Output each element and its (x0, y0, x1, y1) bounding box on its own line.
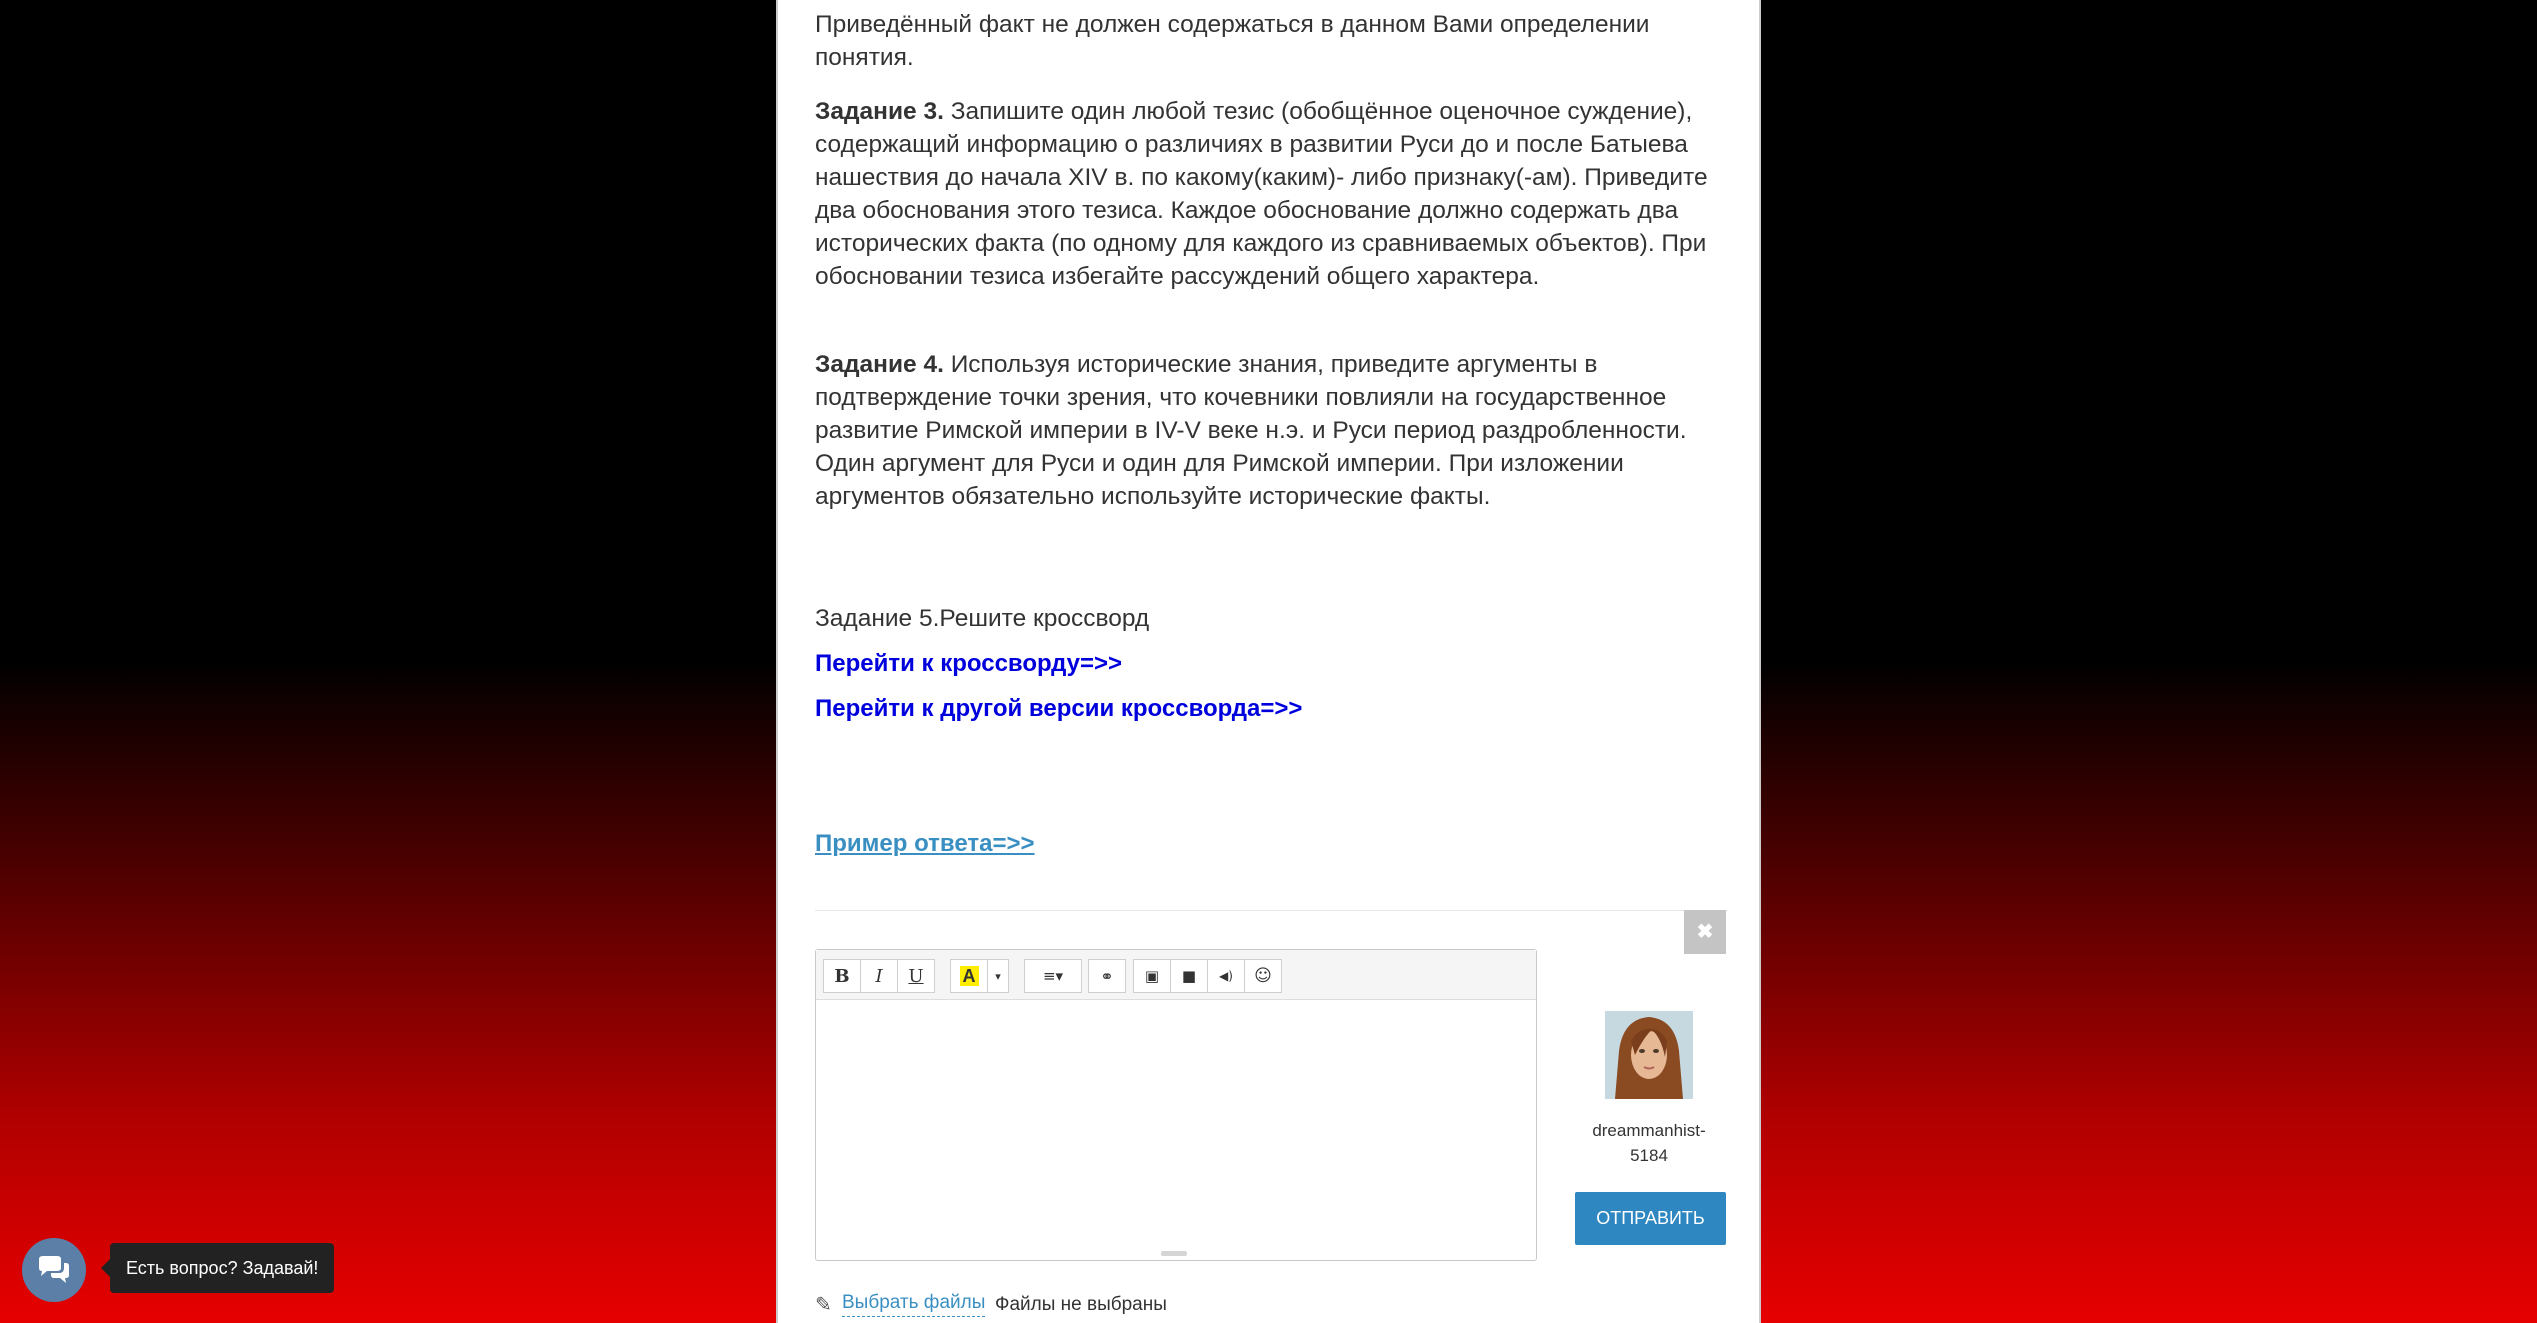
paperclip-icon: ✎ (815, 1294, 832, 1316)
underline-button[interactable]: U (897, 959, 935, 993)
text-color-button[interactable] (950, 959, 988, 993)
emoji-button[interactable]: ☺ (1244, 959, 1282, 993)
comment-divider (815, 910, 1727, 911)
bold-button[interactable]: B (823, 959, 861, 993)
task-4-text: Используя исторические знания, приведите аргументы в подтверждение точки зрения, что кочевники повлияли на государственное развитие Римской империи в IV-V веке н.э. и Руси период раздробленности. Один аргумент для Руси и один для Римской империи. При изложении аргументов обязательно используйте исторические факты. (815, 351, 1687, 510)
username: dreammanhist-5184 (1592, 1121, 1706, 1165)
avatar-portrait-icon (1605, 1011, 1693, 1099)
align-group (1024, 959, 1082, 993)
align-dropdown-button[interactable]: ≡▾ (1024, 959, 1082, 993)
comment-editor (815, 949, 1537, 1261)
video-button[interactable]: ■ (1170, 959, 1208, 993)
editor-toolbar (816, 950, 1536, 1000)
article-page (776, 0, 1761, 1323)
color-group (950, 959, 1009, 993)
image-button[interactable]: ▣ (1133, 959, 1171, 993)
send-button[interactable]: ОТПРАВИТЬ (1575, 1192, 1726, 1245)
task-5: Задание 5.Решите кроссворд (815, 605, 1150, 632)
crossword-link[interactable]: Перейти к кроссворду=>> (815, 650, 1123, 677)
task-3-text: Запишите один любой тезис (обобщённое оценочное суждение), содержащий информацию о различиях в развитии Руси до и после Батыева нашествия до начала XIV в. по какому(каким)- либо признаку(-ам). Приведите два обоснования этого тезиса. Каждое обоснование должно содержать два исторических факта (по одному для каждого из сравниваемых объектов). При обосновании тезиса избегайте рассуждений общего характера. (815, 98, 1708, 290)
media-group (1133, 959, 1282, 993)
close-button[interactable]: ✖ (1684, 910, 1726, 954)
task-4 (815, 348, 1715, 513)
chat-widget-button[interactable] (22, 1238, 86, 1302)
audio-button[interactable]: ◀) (1207, 959, 1245, 993)
chat-tooltip: Есть вопрос? Задавай! (110, 1243, 334, 1293)
choose-files-link[interactable]: Выбрать файлы (842, 1290, 985, 1317)
text-color-icon: A (960, 966, 979, 986)
intro-line: Приведённый факт не должен содержаться в данном Вами определении понятия. (815, 11, 1650, 71)
format-group (823, 959, 935, 993)
sample-answer-link-row (815, 827, 1715, 860)
link-group (1088, 959, 1126, 993)
task-3-label: Задание 3. (815, 98, 944, 125)
link-button[interactable]: ⚭ (1088, 959, 1126, 993)
task-4-label: Задание 4. (815, 351, 944, 378)
italic-button[interactable]: I (860, 959, 898, 993)
crossword-alt-link-row (815, 692, 1715, 725)
files-status: Файлы не выбраны (995, 1294, 1167, 1315)
user-avatar (1605, 1011, 1693, 1099)
task-3 (815, 95, 1715, 293)
chat-bubbles-icon (37, 1255, 71, 1285)
crossword-link-row (815, 647, 1715, 680)
resize-handle[interactable] (1161, 1251, 1187, 1256)
comment-text-area[interactable] (816, 1000, 1536, 1246)
color-dropdown-caret[interactable]: ▾ (987, 959, 1009, 993)
sample-answer-link[interactable]: Пример ответа=>> (815, 830, 1035, 857)
crossword-alt-link[interactable]: Перейти к другой версии кроссворда=>> (815, 695, 1303, 722)
